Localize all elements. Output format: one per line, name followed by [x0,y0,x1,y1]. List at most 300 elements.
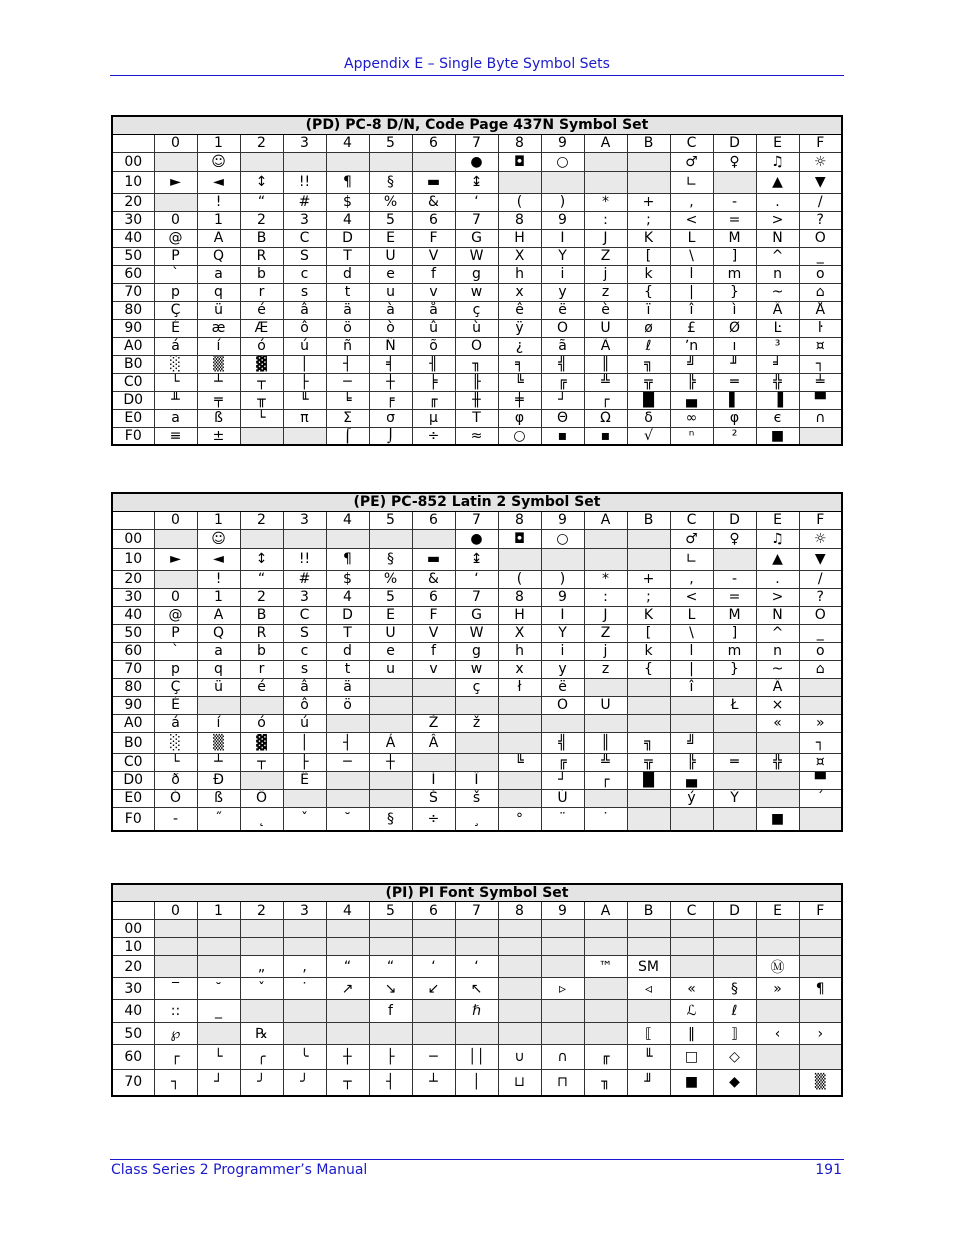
column-header: 3 [283,902,326,920]
symbol-cell: é [240,678,283,696]
symbol-cell: Q [197,247,240,265]
symbol-cell [498,171,541,193]
table-row [112,807,842,831]
column-header: 8 [498,511,541,529]
table-row [112,978,842,1000]
symbol-cell: . [756,570,799,588]
symbol-cell: ╦ [627,373,670,391]
row-header: F0 [112,427,154,445]
symbol-cell [627,696,670,714]
symbol-cell [369,529,412,548]
symbol-cell: × [756,696,799,714]
symbol-cell: ╞ [412,373,455,391]
symbol-cell: # [283,570,326,588]
column-header: 7 [455,134,498,152]
symbol-cell [498,771,541,789]
footer-manual-title: Class Series 2 Programmer’s Manual [111,1162,368,1178]
row-header: 10 [112,938,154,956]
page-header: Appendix E – Single Byte Symbol Sets [344,56,610,72]
symbol-cell [627,1000,670,1023]
symbol-cell: Đ [197,771,240,789]
symbol-cell: ► [154,548,197,570]
table-row [112,391,842,409]
symbol-cell: q [197,283,240,301]
symbol-cell: ║ [584,732,627,753]
symbol-cell [584,678,627,696]
symbol-cell: ℓ [713,1000,756,1023]
symbol-cell [541,171,584,193]
symbol-cell: “ [369,956,412,978]
symbol-cell: Ö [541,696,584,714]
symbol-cell: î [670,678,713,696]
table-row [112,427,842,445]
symbol-cell: I [541,606,584,624]
symbol-cell: ╟ [455,373,498,391]
table-row [112,696,842,714]
symbol-cell: ├ [283,753,326,771]
symbol-cell: ┌ [584,391,627,409]
symbol-cell: x [498,660,541,678]
column-header: 5 [369,902,412,920]
symbol-cell: e [369,642,412,660]
symbol-cell: ™ [584,956,627,978]
table-row [112,211,842,229]
symbol-cell: L [670,606,713,624]
symbol-cell: ◘ [498,529,541,548]
symbol-cell: ! [197,570,240,588]
symbol-cell: ¤ [799,337,842,355]
symbol-cell [197,956,240,978]
symbol-cell: ü [197,678,240,696]
symbol-cell: ╥ [240,391,283,409]
symbol-cell: ┘ [541,771,584,789]
symbol-cell: ˇ [283,807,326,831]
symbol-cell: û [412,319,455,337]
symbol-cell: = [713,211,756,229]
column-header: D [713,511,756,529]
symbol-cell: □ [670,1045,713,1070]
symbol-cell: ▼ [799,171,842,193]
symbol-cell: d [326,265,369,283]
symbol-cell: 7 [455,211,498,229]
symbol-cell: !! [283,548,326,570]
symbol-cell [326,920,369,938]
symbol-cell: ▲ [756,171,799,193]
symbol-cell: ı [713,337,756,355]
symbol-cell: 5 [369,211,412,229]
symbol-cell: l [670,642,713,660]
symbol-cell: Ä [756,301,799,319]
symbol-cell [283,529,326,548]
symbol-cell: ä [326,678,369,696]
symbol-cell: k [627,642,670,660]
symbol-cell: » [756,978,799,1000]
symbol-cell: └ [197,1045,240,1070]
symbol-cell: █ [627,771,670,789]
symbol-cell: d [326,642,369,660]
symbol-cell [412,152,455,171]
column-header: 3 [283,134,326,152]
symbol-cell: ô [283,696,326,714]
symbol-cell: H [498,229,541,247]
table-row [112,265,842,283]
symbol-cell: R [240,247,283,265]
symbol-cell: Ã [584,337,627,355]
row-header: 50 [112,247,154,265]
symbol-cell: / [799,193,842,211]
symbol-cell: ù [455,319,498,337]
symbol-cell: f [412,265,455,283]
symbol-cell: ● [455,152,498,171]
symbol-cell: ≈ [455,427,498,445]
symbol-cell [283,1000,326,1023]
symbol-cell: N [756,229,799,247]
symbol-cell: i [541,642,584,660]
symbol-cell: $ [326,193,369,211]
symbol-cell: « [670,978,713,1000]
symbol-cell: 0 [154,588,197,606]
symbol-cell [283,1023,326,1045]
symbol-cell: O [799,606,842,624]
symbol-cell: ╝ [670,732,713,753]
symbol-cell: ╜ [627,1070,670,1096]
symbol-cell: ╠ [670,753,713,771]
symbol-cell: v [412,283,455,301]
symbol-cell: ¿ [498,337,541,355]
symbol-cell: Ü [584,696,627,714]
column-header: 1 [197,902,240,920]
symbol-cell [756,732,799,753]
symbol-cell: ╙ [283,391,326,409]
symbol-cell: Ç [154,678,197,696]
symbol-cell: ╧ [799,373,842,391]
symbol-cell [799,1045,842,1070]
column-header: F [799,902,842,920]
symbol-cell: π [283,409,326,427]
symbol-cell: ˘ [326,807,369,831]
symbol-cell: █ [627,391,670,409]
symbol-cell: ↕ [240,171,283,193]
symbol-cell [455,753,498,771]
row-header: 50 [112,1023,154,1045]
row-header: 20 [112,956,154,978]
symbol-cell: ( [498,570,541,588]
symbol-cell: є [756,409,799,427]
symbol-cell: ▄ [670,391,713,409]
symbol-cell: æ [197,319,240,337]
symbol-cell: q [197,660,240,678]
symbol-cell: ┬ [326,1070,369,1096]
symbol-cell: ∩ [799,409,842,427]
row-header: B0 [112,732,154,753]
symbol-cell [670,714,713,732]
symbol-cell: ÷ [412,807,455,831]
symbol-cell: ‘ [455,570,498,588]
symbol-cell: ô [283,319,326,337]
symbol-cell [541,920,584,938]
symbol-cell: h [498,265,541,283]
symbol-cell: ; [627,211,670,229]
symbol-cell [326,1000,369,1023]
symbol-cell: φ [713,409,756,427]
symbol-cell: D [326,229,369,247]
symbol-cell: ‘ [412,956,455,978]
symbol-cell: [ [627,247,670,265]
symbol-cell: ┬ [240,753,283,771]
symbol-cell: í [197,337,240,355]
symbol-cell: Ç [154,301,197,319]
symbol-cell: ■ [670,1070,713,1096]
symbol-cell: ░ [154,355,197,373]
symbol-cell: G [455,606,498,624]
symbol-cell: ¶ [326,548,369,570]
footer-page-number: 191 [815,1162,842,1178]
symbol-cell [799,1000,842,1023]
column-header: 0 [154,134,197,152]
symbol-cell: < [670,211,713,229]
symbol-cell: √ [627,427,670,445]
symbol-cell [584,938,627,956]
symbol-cell: ˙ [283,978,326,1000]
symbol-cell: ╚ [498,753,541,771]
symbol-cell: Ö [541,319,584,337]
table-row [112,570,842,588]
symbol-cell: 1 [197,211,240,229]
row-header: 60 [112,265,154,283]
symbol-cell: å [412,301,455,319]
symbol-cell: S [283,624,326,642]
symbol-cell: ^ [756,624,799,642]
symbol-cell: } [713,660,756,678]
symbol-cell: Ⓜ [756,956,799,978]
symbol-cell: ℏ [455,1000,498,1023]
row-header: 60 [112,642,154,660]
symbol-cell: \ [670,624,713,642]
symbol-cell: b [240,642,283,660]
symbol-cell [498,1000,541,1023]
symbol-cell: ö [326,696,369,714]
symbol-cell: ⟧ [713,1023,756,1045]
symbol-cell: Ŀ [756,319,799,337]
header-rule [110,75,844,76]
symbol-cell [627,548,670,570]
symbol-cell: U [369,247,412,265]
symbol-cell: s [283,283,326,301]
symbol-cell: ╪ [498,391,541,409]
symbol-cell: | [670,660,713,678]
symbol-cell: ▒ [197,732,240,753]
symbol-cell: ♫ [756,152,799,171]
row-header: 80 [112,678,154,696]
symbol-cell: P [154,247,197,265]
symbol-cell: ┘ [541,391,584,409]
header-corner-cell [112,134,154,152]
symbol-cell: 6 [412,588,455,606]
symbol-cell: ç [455,301,498,319]
symbol-cell: ▲ [756,548,799,570]
symbol-cell: - [713,570,756,588]
symbol-cell [326,152,369,171]
symbol-cell: Â [412,732,455,753]
symbol-cell [498,920,541,938]
row-header: 80 [112,301,154,319]
symbol-cell: ☺ [197,529,240,548]
symbol-cell: “ [240,570,283,588]
symbol-cell: : [584,211,627,229]
symbol-cell: M [713,229,756,247]
symbol-cell: ï [627,301,670,319]
symbol-cell: ◄ [197,548,240,570]
symbol-cell [154,570,197,588]
symbol-cell: ♫ [756,529,799,548]
symbol-cell [326,938,369,956]
table-row [112,548,842,570]
symbol-cell: ╚ [498,373,541,391]
symbol-cell [369,152,412,171]
symbol-cell: ◇ [713,1045,756,1070]
column-header: 4 [326,134,369,152]
symbol-cell [799,938,842,956]
symbol-cell [240,427,283,445]
symbol-cell: H [498,606,541,624]
symbol-cell: I [541,229,584,247]
symbol-cell: @ [154,229,197,247]
symbol-cell [326,789,369,807]
symbol-cell [197,920,240,938]
symbol-cell: ¸ [455,807,498,831]
symbol-cell: ? [799,211,842,229]
column-header: 1 [197,511,240,529]
symbol-cell [584,978,627,1000]
symbol-cell [627,529,670,548]
table-row [112,920,842,938]
symbol-cell: ○ [541,529,584,548]
column-header: 3 [283,511,326,529]
footer-rule [110,1159,844,1160]
row-header: D0 [112,771,154,789]
symbol-cell: ⊔ [498,1070,541,1096]
symbol-cell [498,978,541,1000]
symbol-cell: ê [498,301,541,319]
row-header: 70 [112,283,154,301]
symbol-cell: ∪ [498,1045,541,1070]
symbol-cell: ░ [154,732,197,753]
symbol-cell: ♀ [713,529,756,548]
symbol-cell [584,171,627,193]
symbol-cell [756,789,799,807]
symbol-cell [240,1000,283,1023]
symbol-cell: ▹ [541,978,584,1000]
symbol-cell: A [197,229,240,247]
symbol-cell: ├ [283,373,326,391]
symbol-cell: j [584,642,627,660]
symbol-cell: ⁿ [670,427,713,445]
column-header: 1 [197,134,240,152]
symbol-cell: 8 [498,588,541,606]
symbol-cell: ┐ [154,1070,197,1096]
symbol-cell [799,807,842,831]
symbol-cell: ↙ [412,978,455,1000]
row-header: A0 [112,714,154,732]
symbol-cell: Ł [713,696,756,714]
symbol-cell: ▬ [412,171,455,193]
symbol-cell: « [756,714,799,732]
symbol-cell: ¨ [541,807,584,831]
symbol-cell: Î [455,771,498,789]
symbol-cell: ╔ [541,753,584,771]
symbol-cell: ì [713,301,756,319]
column-header: A [584,902,627,920]
symbol-cell: ╗ [627,355,670,373]
symbol-cell [713,956,756,978]
table-row [112,247,842,265]
symbol-cell: y [541,660,584,678]
symbol-cell: ▼ [799,548,842,570]
symbol-cell: φ [498,409,541,427]
symbol-cell: Y [541,247,584,265]
symbol-cell: : [584,588,627,606]
symbol-cell: “ [326,956,369,978]
symbol-cell: ╕ [498,355,541,373]
table-row [112,660,842,678]
symbol-cell [627,714,670,732]
symbol-cell: ∟ [670,171,713,193]
symbol-cell: 9 [541,211,584,229]
table-row [112,1070,842,1096]
symbol-cell [713,807,756,831]
symbol-cell [756,1070,799,1096]
symbol-cell [455,696,498,714]
symbol-cell: ╩ [584,753,627,771]
symbol-cell: ý [670,789,713,807]
symbol-cell: % [369,193,412,211]
symbol-cell: ◃ [627,978,670,1000]
symbol-cell: ‚ [283,956,326,978]
symbol-cell: Õ [455,337,498,355]
symbol-cell: ð [154,771,197,789]
symbol-cell: ││ [455,1045,498,1070]
symbol-cell [326,529,369,548]
row-header: 90 [112,696,154,714]
symbol-cell: ╯ [283,1070,326,1096]
symbol-cell: › [799,1023,842,1045]
symbol-cell: ² [713,427,756,445]
symbol-cell: Ñ [369,337,412,355]
symbol-cell: SM [627,956,670,978]
symbol-cell: ♂ [670,529,713,548]
symbol-cell [498,714,541,732]
row-header: 30 [112,211,154,229]
symbol-cell: _ [799,624,842,642]
symbol-cell: ☺ [197,152,240,171]
symbol-cell: t [326,283,369,301]
table-row [112,789,842,807]
symbol-cell: ú [283,337,326,355]
symbol-cell: 6 [412,211,455,229]
symbol-cell: ◘ [498,152,541,171]
row-header: 70 [112,1070,154,1096]
symbol-cell [197,938,240,956]
column-header: E [756,511,799,529]
table-row [112,714,842,732]
symbol-cell: r [240,660,283,678]
symbol-cell: ┐ [799,355,842,373]
symbol-cell: ▪ [584,427,627,445]
symbol-cell: ⌡ [369,427,412,445]
symbol-cell [498,1023,541,1045]
symbol-cell: a [197,265,240,283]
symbol-cell: T [455,409,498,427]
